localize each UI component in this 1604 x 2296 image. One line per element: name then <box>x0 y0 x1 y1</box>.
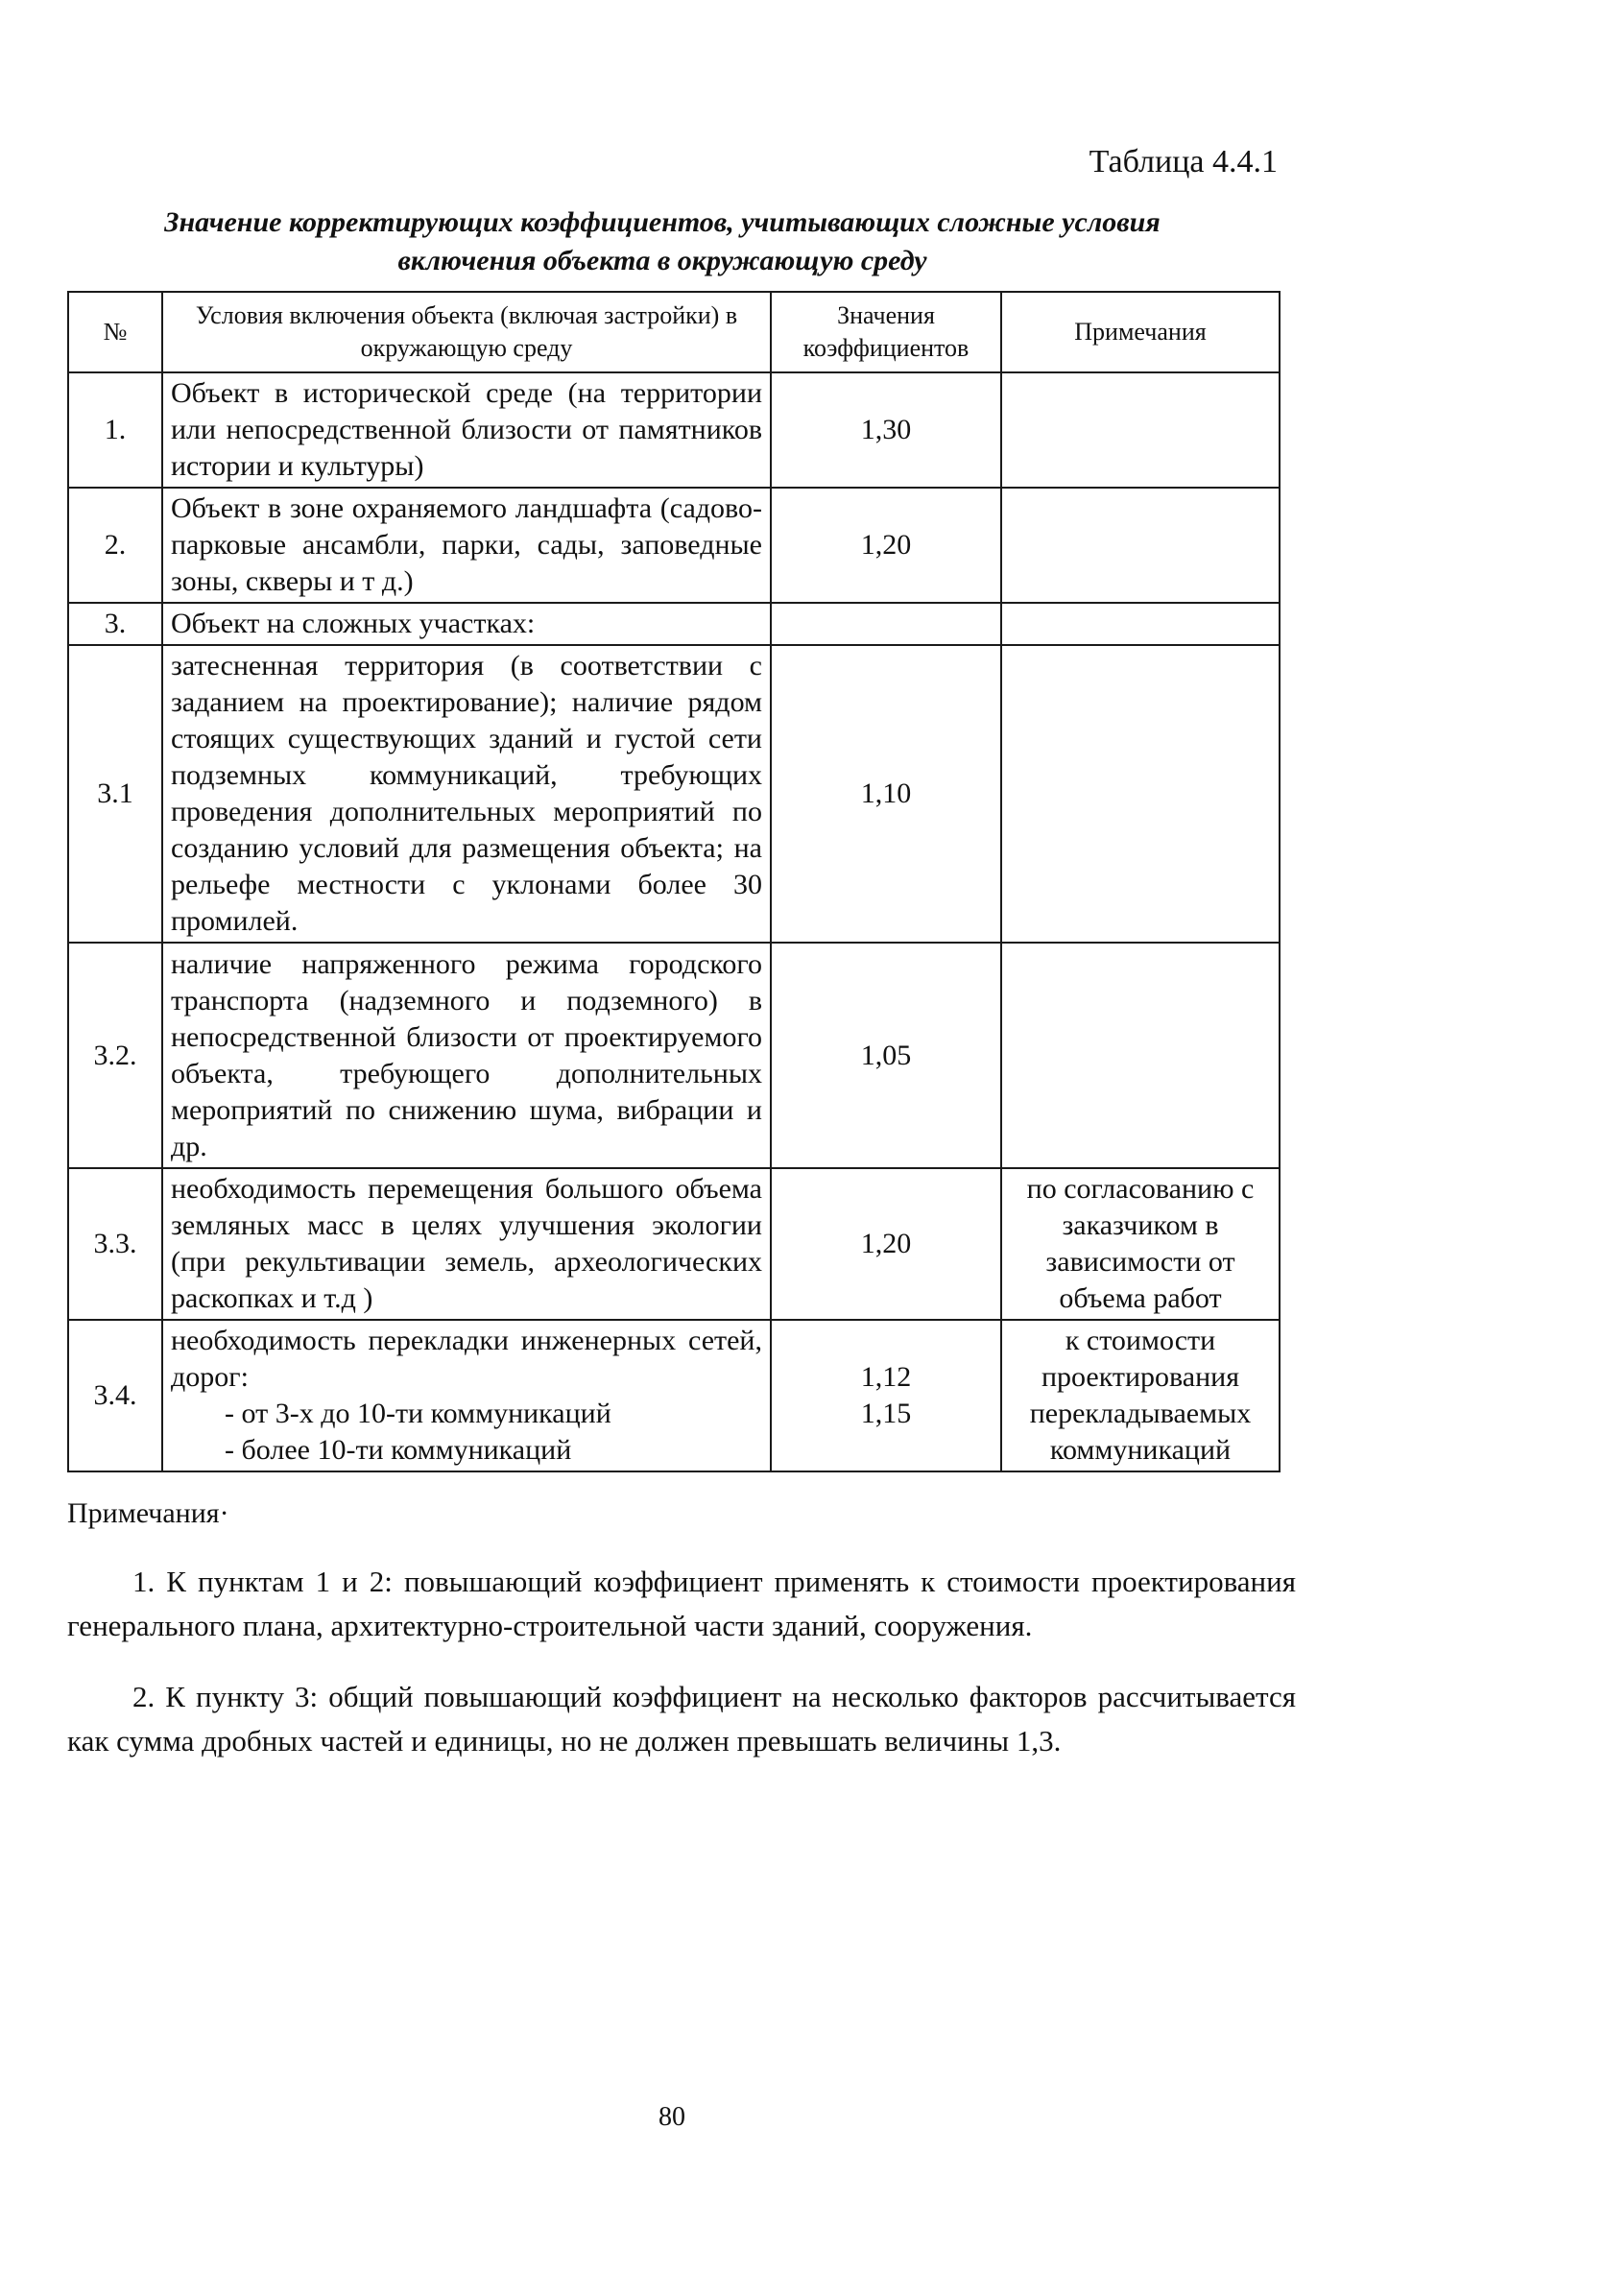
table-row <box>68 488 1280 603</box>
row-num: 2. <box>68 488 162 603</box>
header-value: Значения коэффициентов <box>771 292 1001 372</box>
row-num: 3.3. <box>68 1168 162 1320</box>
row-value-2: 1,15 <box>860 1398 912 1429</box>
row-note <box>1001 943 1280 1168</box>
table-row <box>68 1168 1280 1320</box>
table-row <box>68 372 1280 488</box>
table-title-line-1: Значение корректирующих коэффициентов, учитывающих сложные условия <box>164 206 1161 238</box>
row-note <box>1001 372 1280 488</box>
row-note <box>1001 645 1280 943</box>
row-condition: Объект в исторической среде (на территории или непосредственной близости от памятников истории и культуры) <box>162 372 771 488</box>
table-title <box>96 203 1229 280</box>
table-row <box>68 943 1280 1168</box>
header-note: Примечания <box>1001 292 1280 372</box>
row-note: к стоимости проектирования перекладываемых коммуникаций <box>1001 1320 1280 1471</box>
table-title-line-2: включения объекта в окружающую среду <box>397 245 927 276</box>
row-value: 1,30 <box>771 372 1001 488</box>
row-value: 1,05 <box>771 943 1001 1168</box>
table-row <box>68 603 1280 645</box>
row-note <box>1001 488 1280 603</box>
row-value: 1,20 <box>771 1168 1001 1320</box>
row-num: 3. <box>68 603 162 645</box>
row-condition: затесненная территория (в соответствии с заданием на проектирование); наличие рядом стоящих существующих зданий и густой сети подземных коммуникаций, требующих проведения дополнительных мероприятий по созданию условий для размещения объекта; на рельефе местности с уклонами более 30 промилей. <box>162 645 771 943</box>
row-note <box>1001 603 1280 645</box>
row-condition-sub-1: - от 3-х до 10-ти коммуникаций <box>225 1398 611 1429</box>
row-value: 1,10 <box>771 645 1001 943</box>
coefficients-table <box>67 291 1281 1472</box>
header-condition: Условия включения объекта (включая застройки) в окружающую среду <box>162 292 771 372</box>
notes-heading: Примечания· <box>67 1497 229 1529</box>
row-condition <box>162 1320 771 1471</box>
table-row <box>68 645 1280 943</box>
header-num: № <box>68 292 162 372</box>
row-num: 3.4. <box>68 1320 162 1471</box>
row-condition-intro: необходимость перекладки инженерных сетей, дорог: <box>171 1325 762 1393</box>
row-value <box>771 603 1001 645</box>
table-row <box>68 1320 1280 1471</box>
row-note: по согласованию с заказчиком в зависимости от объема работ <box>1001 1168 1280 1320</box>
note-item-2: 2. К пункту 3: общий повышающий коэффициент на несколько факторов рассчитывается как сумма дробных частей и единицы, но не должен превышать величины 1,3. <box>67 1680 1296 1758</box>
page-number: 80 <box>658 2102 685 2132</box>
row-condition: наличие напряженного режима городского транспорта (надземного и подземного) в непосредственной близости от проектируемого объекта, требующего дополнительных мероприятий по снижению шума, вибрации и др. <box>162 943 771 1168</box>
row-value <box>771 1320 1001 1471</box>
row-num: 3.1 <box>68 645 162 943</box>
row-num: 1. <box>68 372 162 488</box>
row-condition-sub-2: - более 10-ти коммуникаций <box>225 1434 572 1466</box>
row-condition: Объект в зоне охраняемого ландшафта (садово-парковые ансамбли, парки, сады, заповедные зоны, скверы и т д.) <box>162 488 771 603</box>
row-value-1: 1,12 <box>860 1361 912 1393</box>
table-header-row <box>68 292 1280 372</box>
row-condition: Объект на сложных участках: <box>162 603 771 645</box>
table-number: Таблица 4.4.1 <box>1089 144 1278 179</box>
row-num: 3.2. <box>68 943 162 1168</box>
note-item-1: 1. К пунктам 1 и 2: повышающий коэффициент применять к стоимости проектирования генерального плана, архитектурно-строительной части зданий, сооружения. <box>67 1565 1296 1642</box>
row-condition: необходимость перемещения большого объема земляных масс в целях улучшения экологии (при рекультивации земель, археологических раскопках и т.д ) <box>162 1168 771 1320</box>
row-value: 1,20 <box>771 488 1001 603</box>
